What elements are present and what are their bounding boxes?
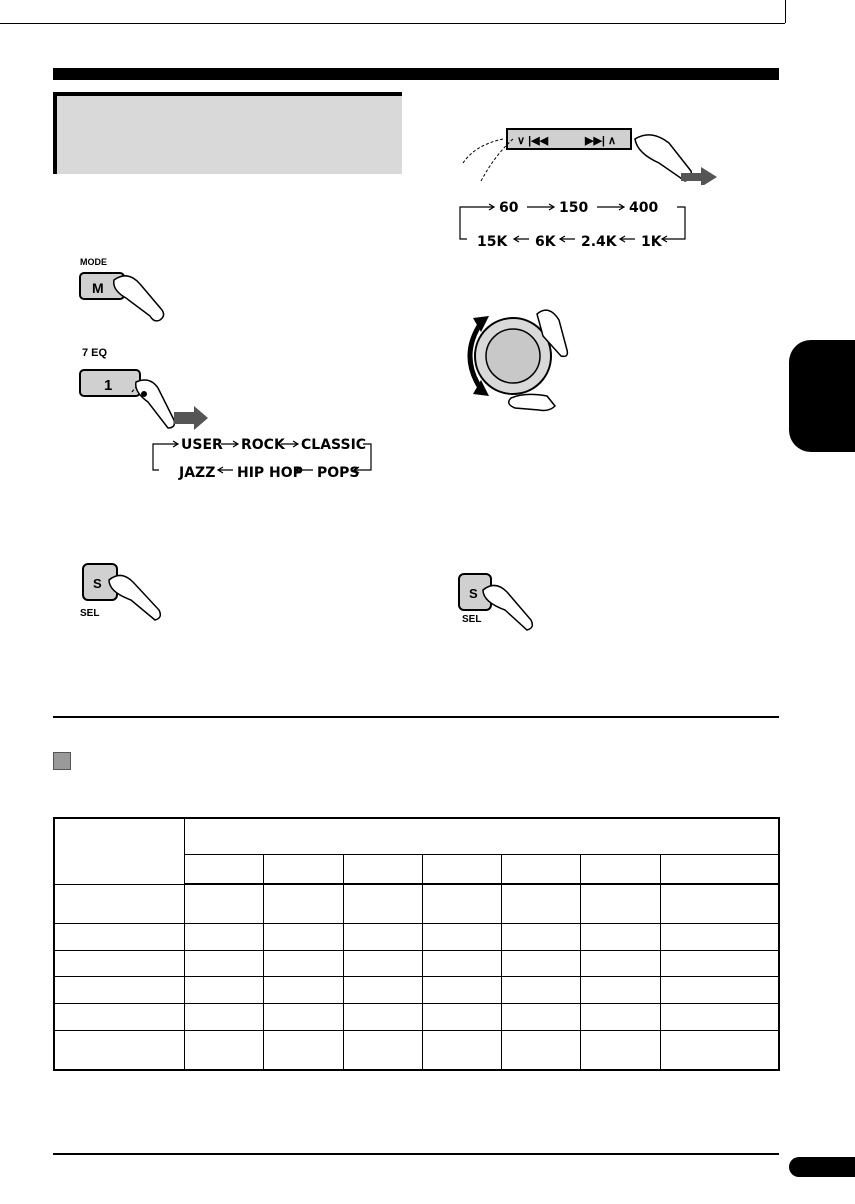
freq-2-4k: 2.4K — [581, 234, 617, 250]
table-row — [54, 977, 779, 1004]
crop-mark-vertical — [785, 0, 786, 23]
arrow-left-icon — [560, 236, 575, 242]
table-corner-cell — [54, 818, 185, 884]
table-cell — [343, 1030, 422, 1070]
eq-mode-user: USER — [181, 437, 223, 453]
table-row — [54, 1030, 779, 1070]
sel-button-right-illustration — [455, 570, 555, 645]
table-cell — [502, 977, 581, 1004]
table-cell — [660, 924, 779, 951]
table-cell — [343, 924, 422, 951]
eq-mode-hiphop: HIP HOP — [237, 465, 303, 481]
mode-key-label: M — [92, 280, 104, 296]
eq-mode-cycle-diagram — [145, 430, 380, 485]
table-cell — [660, 1030, 779, 1070]
table-cell — [185, 950, 264, 977]
crop-mark-horizontal — [0, 23, 785, 24]
table-cell — [581, 1004, 660, 1031]
arrow-right-icon — [527, 204, 554, 210]
table-cell — [502, 1030, 581, 1070]
finger-hold-icon — [136, 380, 175, 428]
arrow-left-icon — [662, 236, 677, 242]
freq-1k: 1K — [641, 234, 662, 250]
table-header-span — [185, 818, 780, 854]
sel-left-caption: SEL — [80, 608, 100, 619]
frequency-cycle-diagram — [455, 195, 695, 253]
sel-button-left-illustration — [75, 560, 175, 635]
table-cell — [185, 854, 264, 884]
table-cell — [422, 1004, 501, 1031]
freq-60: 60 — [499, 200, 519, 216]
table-cell — [264, 884, 343, 924]
table-cell — [264, 1004, 343, 1031]
sel-left-key-label: S — [93, 576, 102, 591]
language-side-tab — [789, 340, 855, 452]
arrow-left-icon — [296, 467, 313, 473]
table-cell — [502, 950, 581, 977]
table-cell — [502, 1004, 581, 1031]
header-bar — [53, 68, 779, 80]
table-row — [54, 924, 779, 951]
eq-preset-table — [53, 817, 780, 1071]
seek-left-symbol: ∨ |◀◀ — [517, 135, 549, 147]
seek-right-symbol: ▶▶| ∧ — [585, 135, 617, 147]
table-cell — [54, 977, 185, 1004]
freq-6k: 6K — [535, 234, 556, 250]
table-cell — [660, 977, 779, 1004]
eq-mode-jazz: JAZZ — [179, 465, 216, 481]
table-cell — [54, 1030, 185, 1070]
table-cell — [185, 924, 264, 951]
control-dial-illustration — [455, 300, 585, 420]
table-cell — [54, 884, 185, 924]
hold-dot-icon — [141, 391, 147, 397]
section-bullet-icon — [53, 752, 71, 770]
table-cell — [422, 924, 501, 951]
table-cell — [422, 950, 501, 977]
table-cell — [54, 924, 185, 951]
table-cell — [264, 854, 343, 884]
table-cell — [422, 854, 501, 884]
hold-arrow-icon — [174, 406, 208, 430]
table-cell — [502, 924, 581, 951]
table-cell — [660, 1004, 779, 1031]
finger-motion-outline — [463, 139, 503, 163]
table-cell — [264, 977, 343, 1004]
eq-caption: 7 EQ — [82, 347, 108, 359]
finger-bottom-icon — [509, 394, 555, 410]
table-cell — [343, 950, 422, 977]
table-cell — [422, 1030, 501, 1070]
preset-1-key-label: 1 — [104, 377, 113, 394]
freq-400: 400 — [629, 200, 659, 216]
table-cell — [185, 977, 264, 1004]
table-row — [54, 884, 779, 924]
table-cell — [581, 924, 660, 951]
eq-mode-rock: ROCK — [241, 437, 285, 453]
table-cell — [343, 884, 422, 924]
table-row — [54, 950, 779, 977]
table-cell — [185, 884, 264, 924]
table-cell — [581, 884, 660, 924]
mode-caption: MODE — [80, 257, 107, 267]
table-cell — [502, 854, 581, 884]
table-cell — [54, 1004, 185, 1031]
table-cell — [422, 977, 501, 1004]
control-dial-center — [486, 329, 540, 383]
arrow-right-icon — [159, 441, 178, 447]
table-cell — [343, 1004, 422, 1031]
table-header-row — [54, 818, 779, 854]
table-cell — [185, 1030, 264, 1070]
eq-mode-pops: POPS — [317, 465, 360, 481]
table-cell — [660, 884, 779, 924]
table-cell — [264, 924, 343, 951]
table-cell — [264, 1030, 343, 1070]
table-cell — [581, 977, 660, 1004]
freq-150: 150 — [559, 200, 589, 216]
table-cell — [660, 854, 779, 884]
sel-right-key-label: S — [469, 586, 478, 601]
section-title-box — [53, 92, 402, 174]
page-number-tab — [789, 1157, 855, 1177]
arrow-right-icon — [221, 441, 238, 447]
table-cell — [581, 950, 660, 977]
sel-right-caption: SEL — [462, 614, 482, 625]
table-row — [54, 1004, 779, 1031]
arrow-left-icon — [514, 236, 529, 242]
table-cell — [185, 1004, 264, 1031]
table-cell — [581, 854, 660, 884]
table-cell — [660, 950, 779, 977]
seek-bar-illustration — [455, 125, 725, 185]
eq-button-illustration — [70, 340, 220, 430]
section-divider — [53, 716, 779, 718]
footer-rule — [53, 1153, 779, 1155]
arrow-left-icon — [620, 236, 635, 242]
table-cell — [264, 950, 343, 977]
arrow-right-icon — [467, 204, 494, 210]
table-cell — [343, 977, 422, 1004]
table-cell — [422, 884, 501, 924]
arrow-right-icon — [597, 204, 624, 210]
freq-15k: 15K — [477, 234, 508, 250]
mode-button-illustration — [70, 250, 180, 330]
eq-mode-classic: CLASSIC — [301, 437, 367, 453]
table-cell — [502, 884, 581, 924]
table-cell — [581, 1030, 660, 1070]
arrow-left-icon — [218, 467, 233, 473]
table-cell — [54, 950, 185, 977]
table-cell — [343, 854, 422, 884]
